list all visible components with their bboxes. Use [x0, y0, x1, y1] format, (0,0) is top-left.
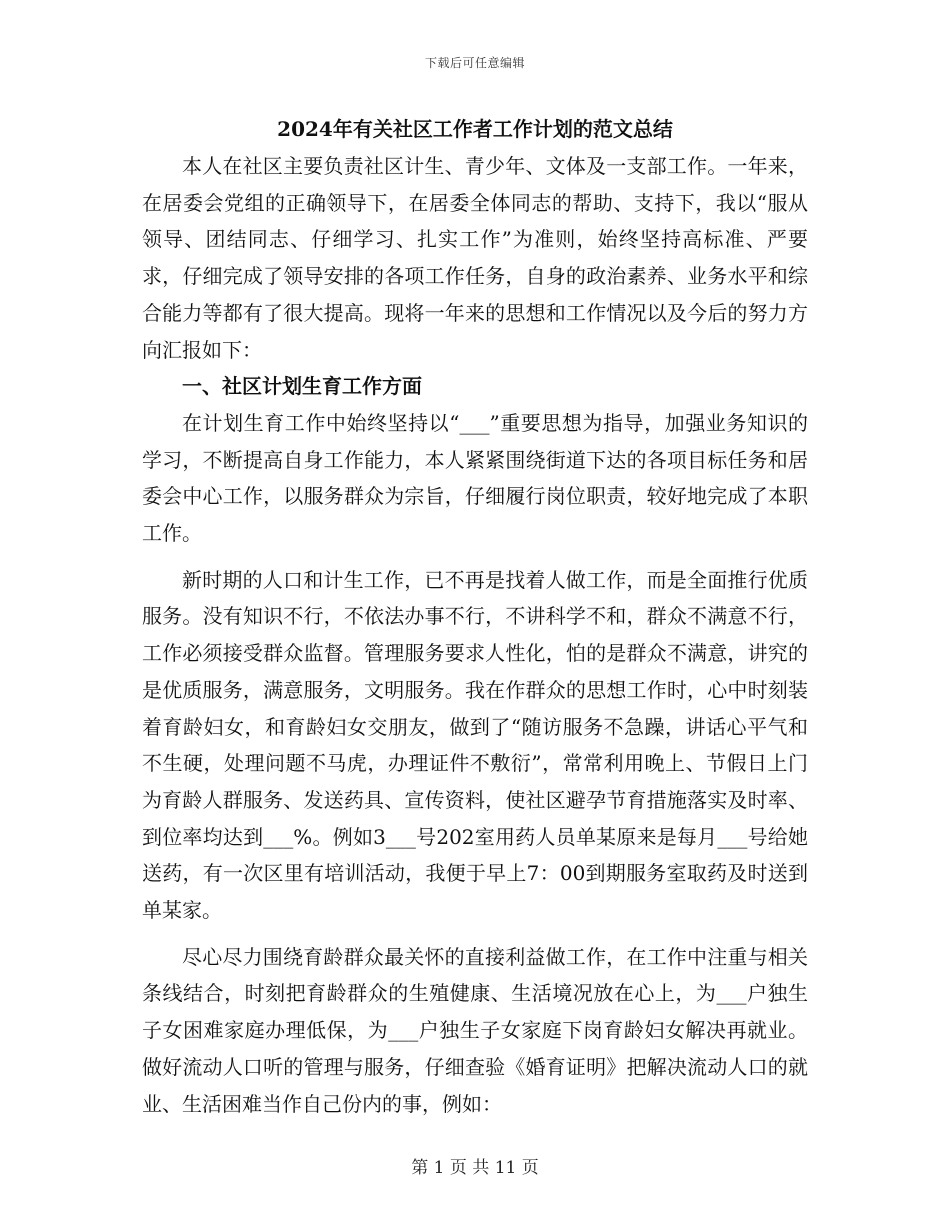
paragraph-intro: 本人在社区主要负责社区计生、青少年、文体及一支部工作。一年来，在居委会党组的正确领导下，在居委全体同志的帮助、支持下，我以“服从领导、团结同志、仔细学习、扎实工作”为准则，始终坚持高标准、严要求，仔细完成了领导安排的各项工作任务，自身的政治素养、业务水平和综合能力等都有了很大提高。现将一年来的思想和工作情况以及今后的努力方向汇报如下：	[142, 154, 808, 362]
paragraph-service: 新时期的人口和计生工作，已不再是找着人做工作，而是全面推行优质服务。没有知识不行，不依法办事不行，不讲科学不和，群众不满意不行，工作必须接受群众监督。管理服务要求人性化，怕的是群众不满意，讲究的是优质服务，满意服务，文明服务。我在作群众的思想工作时，心中时刻装着育龄妇女，和育龄妇女交朋友，做到了“随访服务不急躁，讲话心平气和不生硬，处理问题不马虎，办理证件不敷衍”，常常利用晚上、节假日上门为育龄人群服务、发送药具、宣传资料，使社区避孕节育措施落实及时率、到位率均达到___%。例如3___号202室用药人员单某原来是每月___号给她送药，有一次区里有培训活动，我便于早上7：00到期服务室取药及时送到单某家。	[142, 567, 808, 923]
section-heading: 一、社区计划生育工作方面	[182, 374, 422, 399]
page-number: 第 1 页 共 11 页	[411, 1158, 539, 1178]
document-title: 2024年有关社区工作者工作计划的范文总结	[277, 117, 673, 141]
paragraph-benefits: 尽心尽力围绕育龄群众最关怀的直接利益做工作，在工作中注重与相关条线结合，时刻把育龄群众的生殖健康、生活境况放在心上，为___户独生子女困难家庭办理低保，为___户独生子女家庭下岗育龄妇女解决再就业。做好流动人口听的管理与服务，仔细查验《婚育证明》把解决流动人口的就业、生活困难当作自己份内的事，例如：	[142, 944, 808, 1116]
document-body	[142, 112, 808, 1122]
header-note: 下载后可任意编辑	[424, 56, 525, 70]
paragraph-guidance: 在计划生育工作中始终坚持以“___”重要思想为指导，加强业务知识的学习，不断提高自身工作能力，本人紧紧围绕街道下达的各项目标任务和居委会中心工作，以服务群众为宗旨，仔细履行岗位职责，较好地完成了本职工作。	[142, 410, 808, 546]
